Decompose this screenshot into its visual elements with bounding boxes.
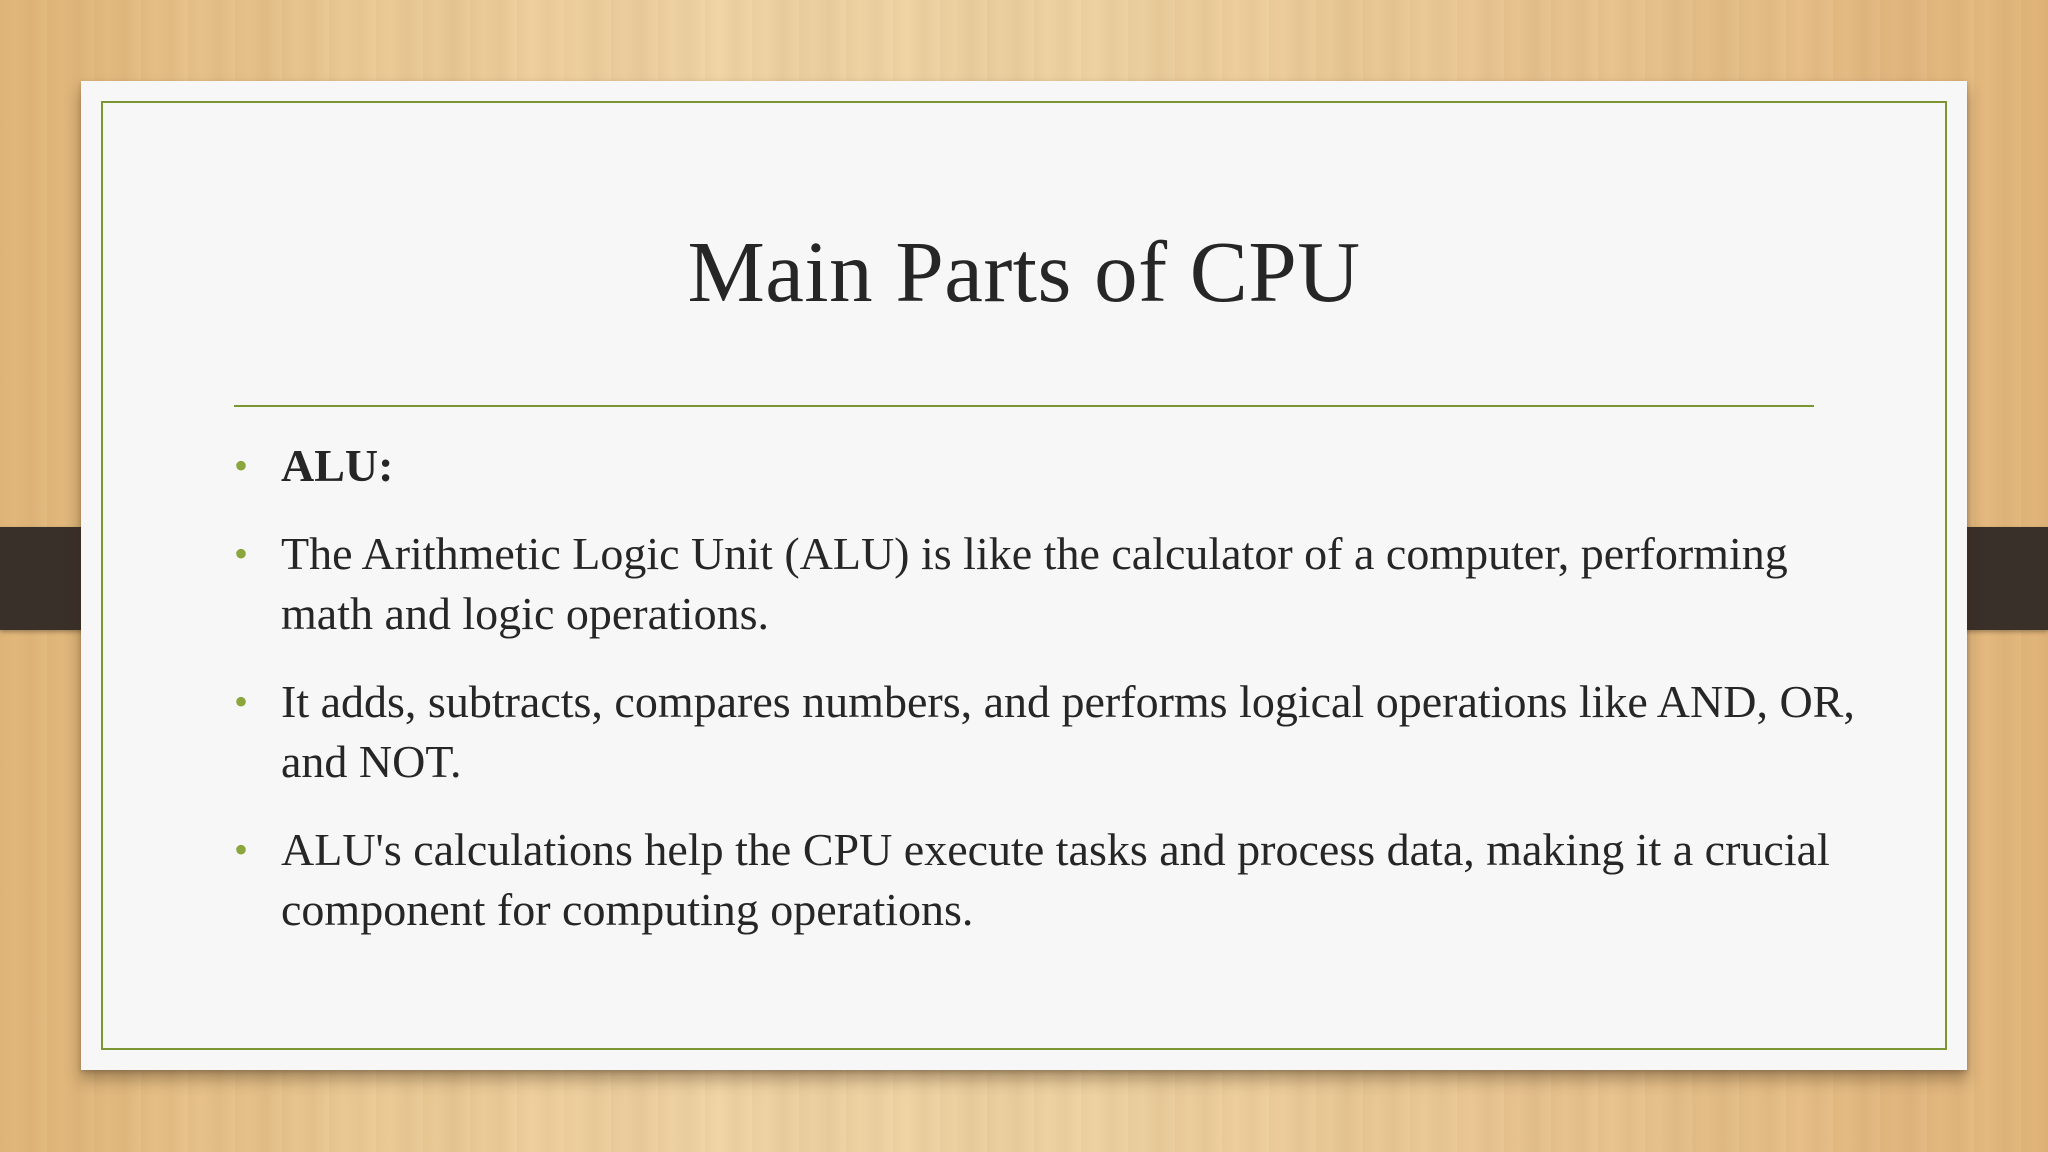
bullet-text: The Arithmetic Logic Unit (ALU) is like the calculator of a computer, performing math and logic operations. bbox=[281, 528, 1788, 639]
bullet-dot-icon: • bbox=[234, 443, 249, 488]
slide-card bbox=[81, 81, 1967, 1070]
bullet-item-alu-definition bbox=[234, 524, 1874, 644]
bullet-dot-icon: • bbox=[234, 679, 249, 724]
bullet-text: ALU's calculations help the CPU execute tasks and process data, making it a crucial component for computing operations. bbox=[281, 824, 1830, 935]
bullet-dot-icon: • bbox=[234, 827, 249, 872]
title-divider bbox=[234, 405, 1814, 407]
bullet-item-alu-heading bbox=[234, 436, 1874, 496]
bullet-text: ALU: bbox=[281, 440, 394, 491]
bullet-text: It adds, subtracts, compares numbers, and performs logical operations like AND, OR, and NOT. bbox=[281, 676, 1855, 787]
bullet-dot-icon: • bbox=[234, 531, 249, 576]
slide-title: Main Parts of CPU bbox=[687, 223, 1361, 320]
bullet-item-alu-operations bbox=[234, 672, 1874, 792]
bullet-list bbox=[234, 436, 1874, 968]
bullet-item-alu-importance bbox=[234, 820, 1874, 940]
